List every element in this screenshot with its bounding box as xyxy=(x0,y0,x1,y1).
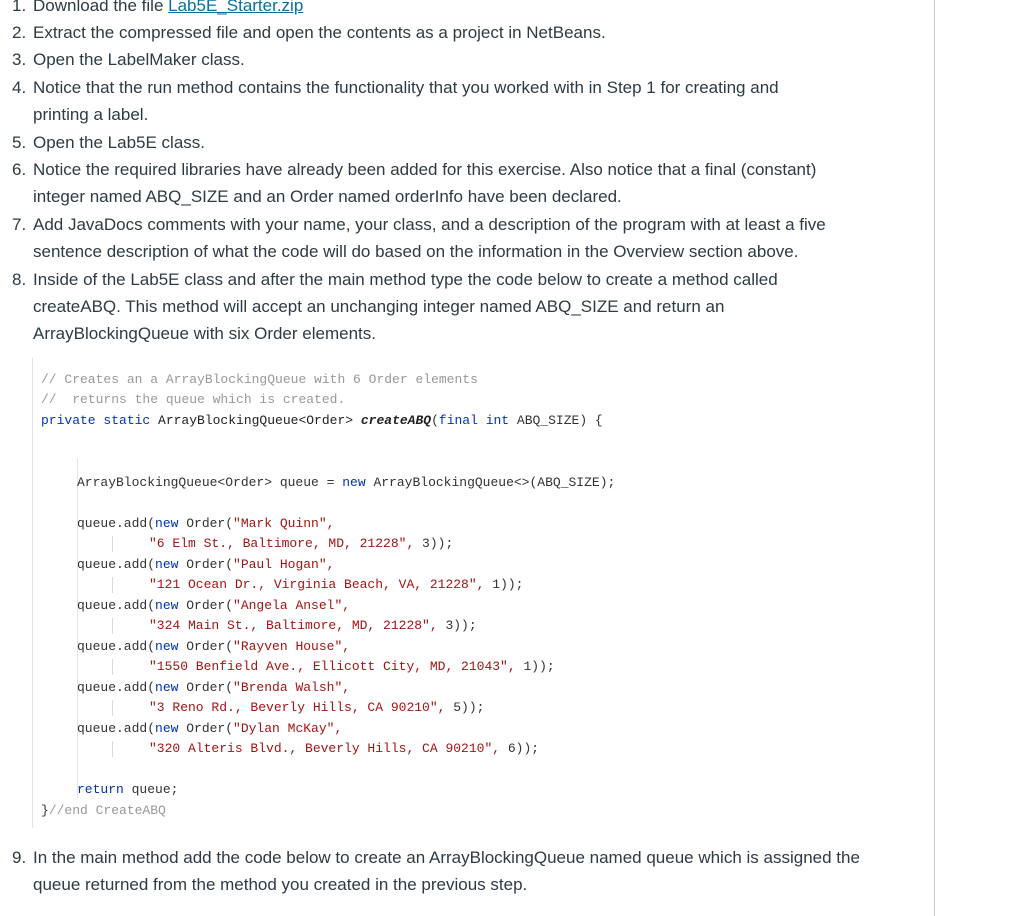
method-signature xyxy=(41,413,603,429)
code-text: Order( xyxy=(178,516,234,531)
code-keyword: new xyxy=(155,680,179,695)
order-address-line xyxy=(149,741,539,757)
step-line: printing a label. xyxy=(33,105,149,124)
order-quantity: 5)); xyxy=(445,700,485,715)
step-text xyxy=(33,266,913,347)
code-keyword: new xyxy=(155,721,179,736)
step-line: queue returned from the method you created in the previous step. xyxy=(33,875,528,894)
method-end xyxy=(41,803,166,819)
order-address-line xyxy=(149,700,484,716)
order-address-string: "121 Ocean Dr., Virginia Beach, VA, 21228", xyxy=(149,577,485,592)
code-paren: ( xyxy=(431,413,439,428)
step-number: 3. xyxy=(12,50,27,69)
code-keyword: new xyxy=(155,516,179,531)
step-number: 5. xyxy=(12,133,27,152)
code-block xyxy=(32,358,753,828)
code-brace: } xyxy=(41,803,49,818)
code-text: queue.add( xyxy=(77,680,156,695)
code-keyword: private static xyxy=(41,413,151,428)
code-keyword: return xyxy=(77,782,124,797)
order-address-string: "3 Reno Rd., Beverly Hills, CA 90210", xyxy=(149,700,446,715)
queue-add-line xyxy=(77,721,342,737)
code-method-name: createABQ xyxy=(360,413,432,428)
starter-zip-link[interactable]: Lab5E_Starter.zip xyxy=(168,0,304,15)
step-text xyxy=(33,844,913,898)
step-number: 8. xyxy=(12,270,27,289)
step-line: In the main method add the code below to create an ArrayBlockingQueue named queue which is assigned the xyxy=(33,848,860,867)
step-text xyxy=(33,156,913,210)
code-text: queue.add( xyxy=(77,516,156,531)
step-text xyxy=(33,74,913,128)
step-line: Add JavaDocs comments with your name, your class, and a description of the program with at least a five xyxy=(33,215,826,234)
queue-add-line xyxy=(77,598,350,614)
step-text: Open the LabelMaker class. xyxy=(33,50,245,69)
order-address-string: "1550 Benfield Ave., Ellicott City, MD, 21043", xyxy=(149,659,516,674)
code-keyword: new xyxy=(342,475,366,490)
indent-guide xyxy=(77,458,78,798)
step-line: Notice the required libraries have already been added for this exercise. Also notice that a final (constant) xyxy=(33,160,817,179)
queue-add-line xyxy=(77,680,350,696)
order-quantity: 3)); xyxy=(437,618,477,633)
order-name-string: "Angela Ansel", xyxy=(233,598,351,613)
order-name-string: "Paul Hogan", xyxy=(233,557,335,572)
code-type: ArrayBlockingQueue<Order> xyxy=(150,413,361,428)
code-text: Order( xyxy=(178,639,234,654)
queue-add-line xyxy=(77,516,334,532)
code-comment: // Creates an a ArrayBlockingQueue with 6 Order elements xyxy=(41,372,478,387)
code-text: queue.add( xyxy=(77,721,156,736)
step-text: Open the Lab5E class. xyxy=(33,133,206,152)
order-address-string: "6 Elm St., Baltimore, MD, 21228", xyxy=(149,536,415,551)
content-right-border xyxy=(934,0,935,916)
code-text: Order( xyxy=(178,721,234,736)
order-address-line xyxy=(149,618,477,634)
indent-guide xyxy=(112,618,113,634)
order-quantity: 6)); xyxy=(500,741,540,756)
queue-declaration xyxy=(77,475,615,491)
order-name-string: "Dylan McKay", xyxy=(233,721,343,736)
queue-add-line xyxy=(77,639,350,655)
code-keyword: new xyxy=(155,557,179,572)
order-address-line xyxy=(149,659,555,675)
return-statement xyxy=(77,782,178,798)
code-params: ABQ_SIZE) { xyxy=(509,413,603,428)
code-comment: // returns the queue which is created. xyxy=(41,392,346,407)
code-text: ArrayBlockingQueue<>(ABQ_SIZE); xyxy=(365,475,616,490)
indent-guide xyxy=(112,700,113,716)
code-text: queue.add( xyxy=(77,598,156,613)
step-number: 2. xyxy=(12,23,27,42)
step-line: Notice that the run method contains the functionality that you worked with in Step 1 for creating and xyxy=(33,78,779,97)
step-text: Extract the compressed file and open the contents as a project in NetBeans. xyxy=(33,23,606,42)
indent-guide xyxy=(112,659,113,675)
step-line: ArrayBlockingQueue with six Order elements. xyxy=(33,324,376,343)
step-text xyxy=(33,211,913,265)
order-name-string: "Brenda Walsh", xyxy=(233,680,351,695)
step-line: integer named ABQ_SIZE and an Order named orderInfo have been declared. xyxy=(33,187,622,206)
step-number: 4. xyxy=(12,78,27,97)
order-address-line xyxy=(149,577,523,593)
order-quantity: 1)); xyxy=(484,577,524,592)
code-keyword: new xyxy=(155,639,179,654)
step-line: Inside of the Lab5E class and after the main method type the code below to create a method called xyxy=(33,270,778,289)
step-number: 7. xyxy=(12,215,27,234)
code-text: queue.add( xyxy=(77,557,156,572)
code-text: Order( xyxy=(178,598,234,613)
code-text: ArrayBlockingQueue<Order> queue = xyxy=(77,475,343,490)
code-text: queue; xyxy=(123,782,179,797)
step-number: 9. xyxy=(12,848,27,867)
order-quantity: 3)); xyxy=(414,536,454,551)
code-keyword: new xyxy=(155,598,179,613)
step-line: createABQ. This method will accept an unchanging integer named ABQ_SIZE and return an xyxy=(33,297,725,316)
order-quantity: 1)); xyxy=(515,659,555,674)
order-address-line xyxy=(149,536,453,552)
step-number: 1. xyxy=(12,0,27,15)
step-text-prefix: Download the file xyxy=(33,0,169,15)
code-text: queue.add( xyxy=(77,639,156,654)
order-address-string: "324 Main St., Baltimore, MD, 21228", xyxy=(149,618,438,633)
code-keyword: final int xyxy=(438,413,510,428)
indent-guide xyxy=(112,577,113,593)
step-number: 6. xyxy=(12,160,27,179)
code-comment: //end CreateABQ xyxy=(48,803,166,818)
order-name-string: "Mark Quinn", xyxy=(233,516,335,531)
order-name-string: "Rayven House", xyxy=(233,639,351,654)
step-line: sentence description of what the code will do based on the information in the Overview section above. xyxy=(33,242,799,261)
code-text: Order( xyxy=(178,680,234,695)
order-address-string: "320 Alteris Blvd., Beverly Hills, CA 90210", xyxy=(149,741,501,756)
step-text xyxy=(33,0,913,19)
code-text: Order( xyxy=(178,557,234,572)
queue-add-line xyxy=(77,557,334,573)
indent-guide xyxy=(112,536,113,552)
indent-guide xyxy=(112,741,113,757)
